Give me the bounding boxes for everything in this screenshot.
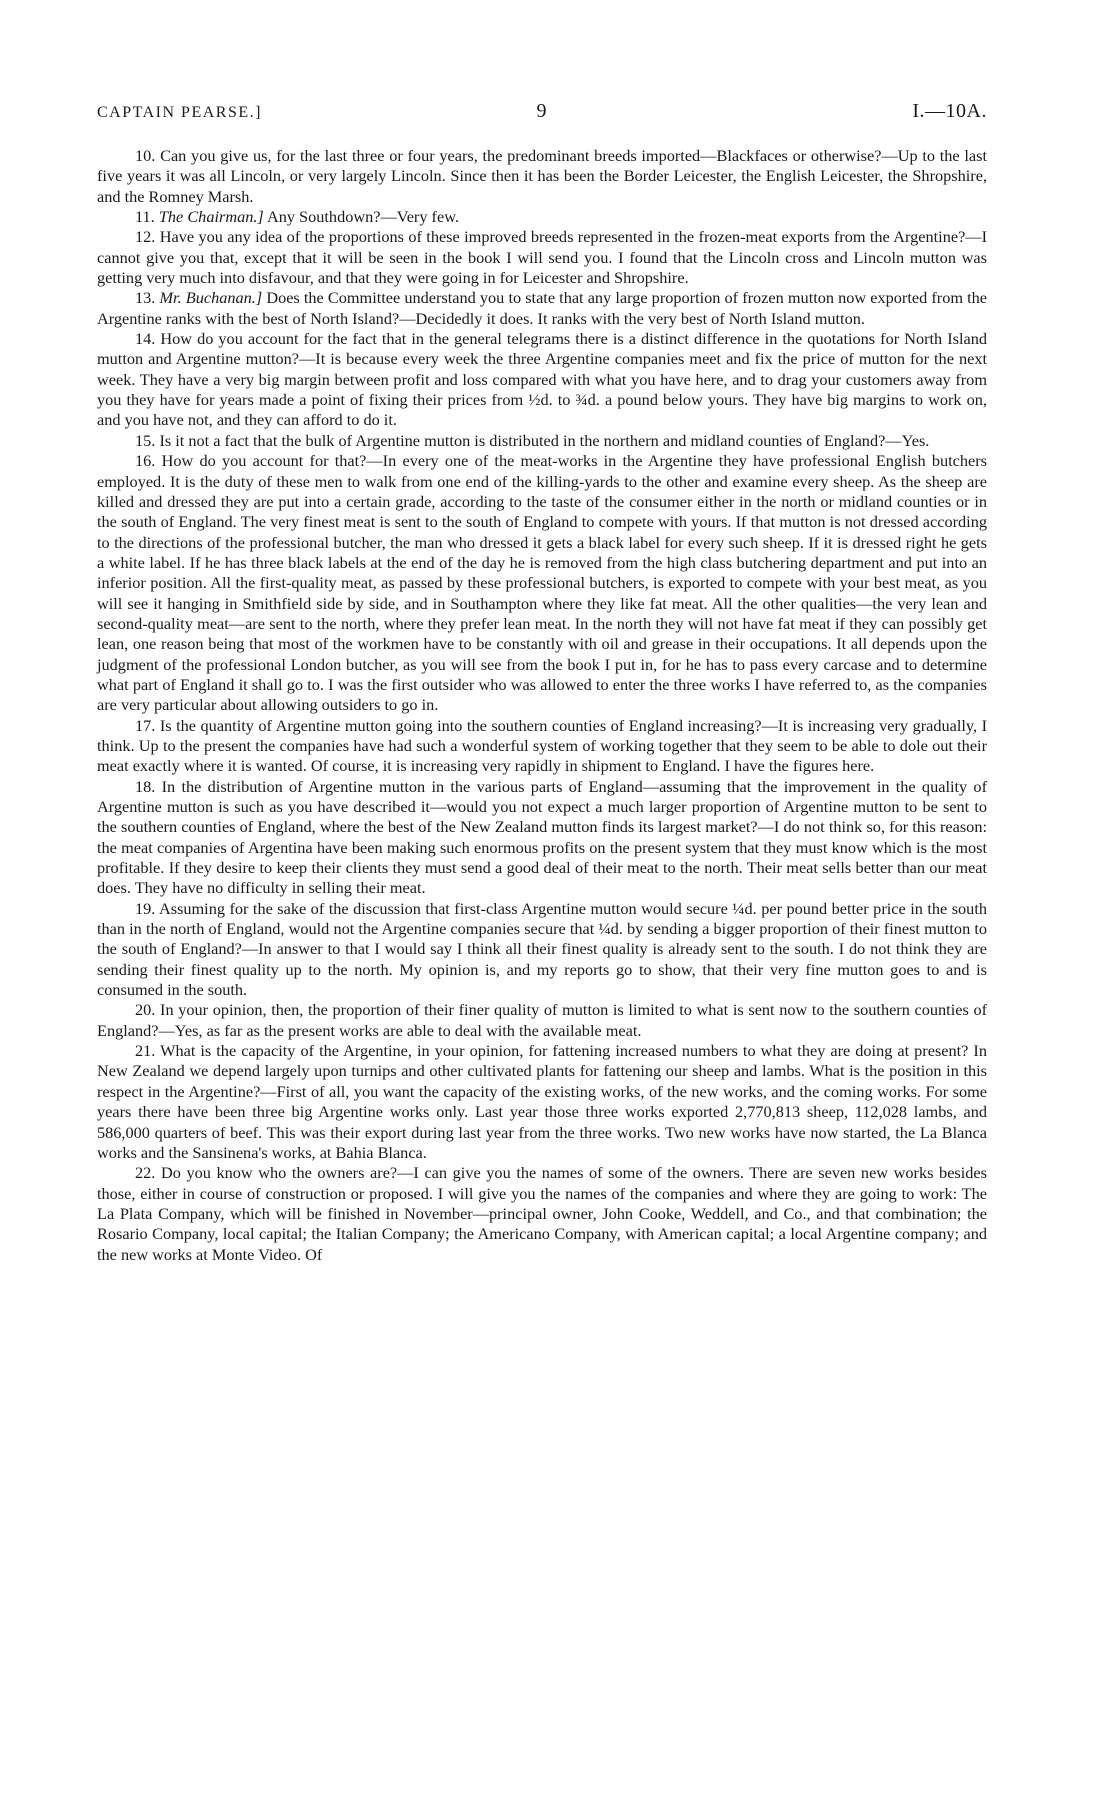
speaker-label: The Chairman.]	[158, 207, 264, 227]
question-number: 17.	[135, 715, 156, 735]
question-text: Does the Committee understand you to state that any large proportion of frozen mutton now exported from the Argentine ranks with the best of North Island?—Decidedly it does. It ranks with the very best of North Island mutton.	[97, 288, 988, 328]
question-number: 21.	[135, 1041, 156, 1061]
question-number: 12.	[135, 227, 156, 247]
page-number: 9	[536, 100, 548, 122]
question-paragraph	[97, 207, 987, 227]
question-number: 14.	[135, 329, 156, 349]
question-paragraph	[97, 288, 987, 329]
question-paragraph	[97, 451, 987, 715]
document-page	[97, 100, 987, 1265]
question-text: Have you any idea of the proportions of these improved breeds represented in the frozen-meat exports from the Argentine?—I cannot give you that, except that it will be seen in the book I will send you. I found that the Lincoln cross and Lincoln mutton was getting very much into disfavour, and that they were going in for Leicester and Shropshire.	[97, 227, 987, 288]
question-paragraph	[97, 146, 987, 207]
question-number: 13.	[135, 288, 156, 308]
question-text: What is the capacity of the Argentine, in your opinion, for fattening increased numbers to what they are doing at present? In New Zealand we depend largely upon turnips and other cultivated plants for fattening our sheep and lambs. What is the position in this respect in the Argentine?—First of all, you want the capacity of the existing works, of the new works, and the coming works. For some years there have been three big Argentine works only. Last year those three works exported 2,770,813 sheep, 112,028 lambs, and 586,000 quarters of beef. This was their export during last year from the three works. Two new works have now started, the La Blanca works and the Sansinena's works, at Bahia Blanca.	[97, 1041, 987, 1162]
witness-name: CAPTAIN PEARSE.]	[97, 104, 262, 121]
question-text: Is the quantity of Argentine mutton going into the southern counties of England increasing?—It is increasing very gradually, I think. Up to the present the companies have had such a wonderful system of working together that they seem to be able to dole out their meat exactly where it is wanted. Of course, it is increasing very rapidly in shipment to England. I have the figures here.	[97, 715, 987, 776]
question-paragraph	[97, 329, 987, 431]
question-number: 20.	[135, 1000, 156, 1020]
question-paragraph	[97, 431, 987, 451]
question-text: Is it not a fact that the bulk of Argentine mutton is distributed in the northern and midland counties of England?—Yes.	[159, 430, 930, 450]
question-text: In your opinion, then, the proportion of their finer quality of mutton is limited to what is sent now to the southern counties of England?—Yes, as far as the present works are able to deal with the available meat.	[97, 1000, 988, 1040]
paper-reference: I.—10A.	[912, 100, 987, 122]
question-number: 22.	[135, 1163, 156, 1183]
question-text: Can you give us, for the last three or four years, the predominant breeds imported—Blackfaces or otherwise?—Up to the last five years it was all Lincoln, or very largely Lincoln. Since then it has been the Border Leicester, the English Leicester, the Shropshire, and the Romney Marsh.	[97, 146, 987, 206]
minutes-of-evidence	[97, 146, 987, 1265]
question-paragraph	[97, 777, 987, 899]
question-number: 18.	[135, 776, 156, 796]
question-paragraph	[97, 899, 987, 1001]
question-number: 16.	[135, 451, 156, 471]
question-paragraph	[97, 1000, 987, 1041]
page-header	[97, 100, 987, 126]
question-text: In the distribution of Argentine mutton in the various parts of England—assuming that the improvement in the quality of Argentine mutton is such as you have described it—would you not expect a much larger proportion of Argentine mutton to be sent to the southern counties of England, where the best of the New Zealand mutton finds its largest market?—I do not think so, for this reason: the meat companies of Argentina have been making such enormous profits on the present system that they must know which is the most profitable. If they desire to keep their clients they must send a good deal of their meat to the north. Their meat sells better than our meat does. They have no difficulty in selling their meat.	[97, 776, 987, 898]
speaker-label: Mr. Buchanan.]	[159, 288, 263, 308]
question-paragraph	[97, 227, 987, 288]
question-number: 15.	[135, 430, 156, 450]
question-number: 19.	[135, 898, 156, 918]
question-number: 11.	[135, 207, 155, 227]
question-text: Any Southdown?—Very few.	[266, 207, 459, 227]
question-paragraph	[97, 716, 987, 777]
question-paragraph	[97, 1041, 987, 1163]
question-number: 10.	[135, 146, 156, 165]
question-text: Assuming for the sake of the discussion that first-class Argentine mutton would secure ¼d. per pound better price in the south than in the north of England, would not the Argentine companies secure that ¼d. by sending a bigger proportion of their finest mutton to the south of England?—In answer to that I would say I think all their finest quality is already sent to the south. I do not think they are sending their finest quality up to the north. My opinion is, and my reports go to show, that their very fine mutton goes to and is consumed in the south.	[97, 898, 987, 1000]
question-text: How do you account for that?—In every one of the meat-works in the Argentine they have professional English butchers employed. It is the duty of these men to walk from one end of the killing-yards to the other and examine every sheep. As the sheep are killed and dressed they are put into a certain grade, according to the taste of the consumer either in the north or midland counties or in the south of England. The very finest meat is sent to the south of England to compete with yours. If that mutton is not dressed according to the directions of the professional butcher, the man who dressed it gets a black label for every such sheep. If it is dressed right he gets a white label. If he has three black labels at the end of the day he is removed from the high class butchering department and put into an inferior position. All the first-quality meat, as passed by these professional butchers, is exported to compete with your best meat, as you will see it hanging in Smithfield side by side, and in Southampton where they like fat meat. All the other qualities—the very lean and second-quality meat—are sent to the north, where they prefer lean meat. In the north they will not have fat meat if they can possibly get lean, one reason being that most of the workmen have to be constantly with oil and grease in their occupations. It all depends upon the judgment of the professional London butcher, as you will see from the book I put in, for he has to pass every carcase and to determine what part of England it shall go to. I was the first outsider who was allowed to enter the three works I have referred to, as the companies are very particular about allowing outsiders to go in.	[97, 451, 988, 715]
question-text: How do you account for the fact that in the general telegrams there is a distinct difference in the quotations for North Island mutton and Argentine mutton?—It is because every week the three Argentine companies meet and fix the price of mutton for the next week. They have a very big margin between profit and loss compared with what you have here, and to drag your customers away from you they have for years made a point of fixing their prices from ½d. to ¾d. a pound below yours. They have big margins to work on, and you have not, and they can afford to do it.	[97, 329, 988, 430]
question-paragraph	[97, 1163, 987, 1265]
question-text: Do you know who the owners are?—I can give you the names of some of the owners. There are seven new works besides those, either in course of construction or proposed. I will give you the names of the companies and where they are going to work: The La Plata Company, which will be finished in November—principal owner, John Cooke, Weddell, and Co., and that combination; the Rosario Company, local capital; the Italian Company; the Americano Company, with American capital; a local Argentine company; and the new works at Monte Video. Of	[97, 1163, 987, 1264]
